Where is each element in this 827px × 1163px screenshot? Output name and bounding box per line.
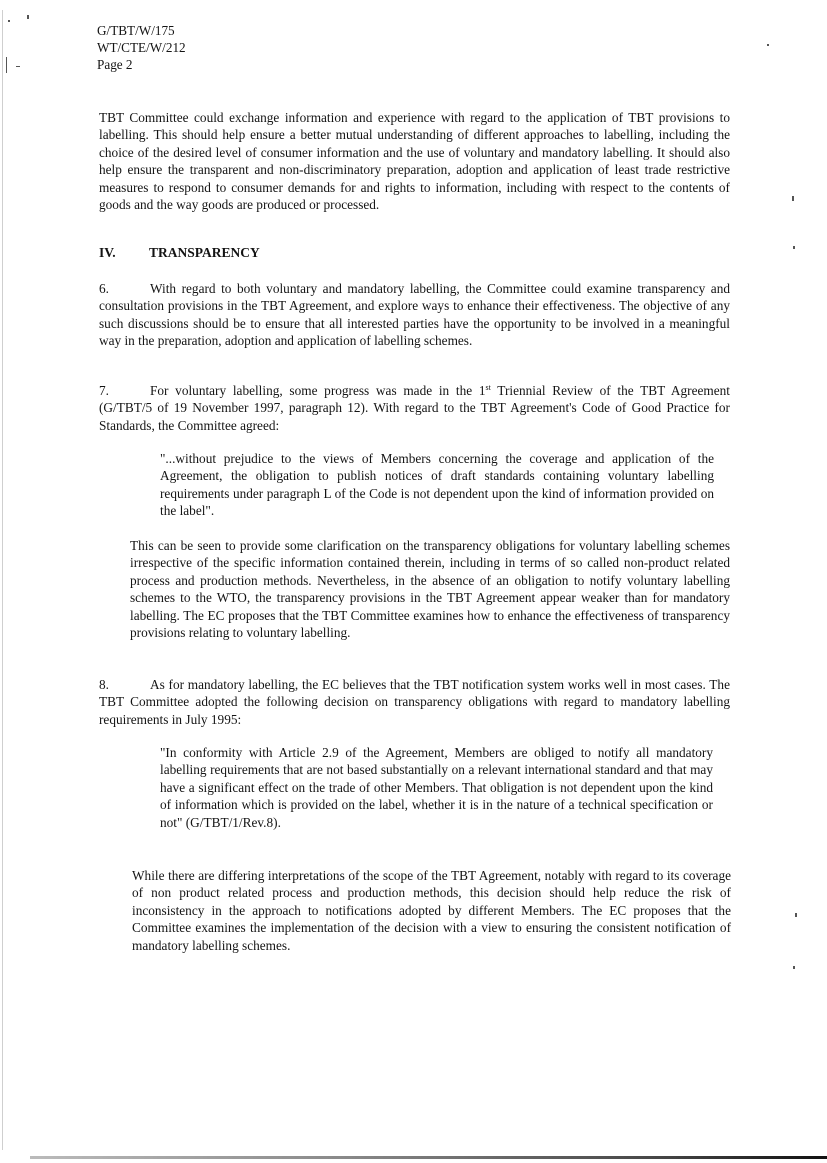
paragraph-7-continuation: This can be seen to provide some clarification on the transparency obligations for voluntary labelling schemes irrespective of the specific information contained therein, including in terms of so called non-product related process and production methods. Nevertheless, in the absence of an obligation to notify voluntary labelling schemes to the WTO, the transparency provisions in the TBT Agreement appear weaker than for mandatory labelling. The EC proposes that the TBT Committee examines how to enhance the effectiveness of transparency provisions relating to voluntary labelling. (130, 538, 730, 641)
paragraph-text: With regard to both voluntary and mandatory labelling, the Committee could examine transparency and consultation provisions in the TBT Agreement, and explore ways to enhance their effectiveness. The objective of any such discussions should be to ensure that all interested parties have the opportunity to be involved in a meaningful way in the preparation, adoption and application of labelling schemes. (99, 281, 730, 349)
page-number: Page 2 (97, 57, 133, 72)
scan-bottom-edge (30, 1156, 827, 1159)
paragraph-number: 7. (99, 383, 109, 398)
scan-speck (793, 246, 795, 249)
ordinal-suffix: st (485, 383, 491, 392)
document-symbol-cte: WT/CTE/W/212 (97, 40, 186, 55)
paragraph-7 (99, 382, 730, 434)
section-heading (99, 244, 260, 262)
block-quote-code-of-good-practice: "...without prejudice to the views of Members concerning the coverage and application of the Agreement, the obligation to publish notices of draft standards containing voluntary labelling requirements under paragraph L of the Code is not dependent upon the kind of information provided on the label". (160, 451, 714, 519)
paragraph-number: 6. (99, 281, 109, 296)
paragraph-8 (99, 676, 730, 728)
scan-speck (16, 66, 20, 67)
scan-speck (793, 966, 795, 969)
paragraph-number: 8. (99, 677, 109, 692)
scan-speck (767, 44, 769, 46)
section-number: IV. (99, 245, 116, 260)
block-quote-committee-decision: "In conformity with Article 2.9 of the Agreement, Members are obliged to notify all mandatory labelling requirements that are not based substantially on a relevant international standard and that may have a significant effect on the trade of other Members. That obligation is not dependent upon the kind of information which is provided on the label, whether it is in the nature of a technical specification or not" (G/TBT/1/Rev.8). (160, 745, 713, 830)
paragraph-text: For voluntary labelling, some progress was made in the 1 (150, 383, 486, 398)
paragraph-8-continuation: While there are differing interpretations of the scope of the TBT Agreement, notably with regard to its coverage of non product related process and production methods, this decision should help reduce the risk of inconsistency in the approach to notifications adopted by different Members. The EC proposes that the Committee examines the implementation of the decision with a view to ensuring the consistent notification of mandatory labelling schemes. (132, 868, 731, 953)
scan-speck (8, 20, 10, 22)
paragraph-text-continued: Triennial Review of the TBT Agreement (G/TBT/5 of 19 November 1997, paragraph 12). With regard to the TBT Agreement's Code of Good Practice for Standards, the Committee agreed: (99, 383, 731, 433)
document-header (97, 22, 186, 73)
scan-speck (6, 57, 7, 73)
intro-paragraph: TBT Committee could exchange information and experience with regard to the application of TBT provisions to labelling. This should help ensure a better mutual understanding of different approaches to labelling, including the choice of the desired level of consumer information and the use of voluntary and mandatory labelling. It should also help ensure the transparent and non-discriminatory preparation, adoption and application of least trade restrictive measures to respond to consumer demands for and rights to information, including with respect to the contents of goods and the way goods are produced or processed. (99, 110, 730, 213)
document-symbol-tbt: G/TBT/W/175 (97, 23, 175, 38)
section-title: TRANSPARENCY (149, 245, 260, 260)
paragraph-text: As for mandatory labelling, the EC believes that the TBT notification system works well in most cases. The TBT Committee adopted the following decision on transparency obligations with regard to mandatory labelling requirements in July 1995: (99, 677, 730, 727)
paragraph-6 (99, 280, 730, 350)
scan-speck (27, 15, 29, 19)
scan-speck (795, 913, 797, 917)
scan-speck (792, 196, 794, 201)
scan-edge-line (2, 10, 3, 1150)
